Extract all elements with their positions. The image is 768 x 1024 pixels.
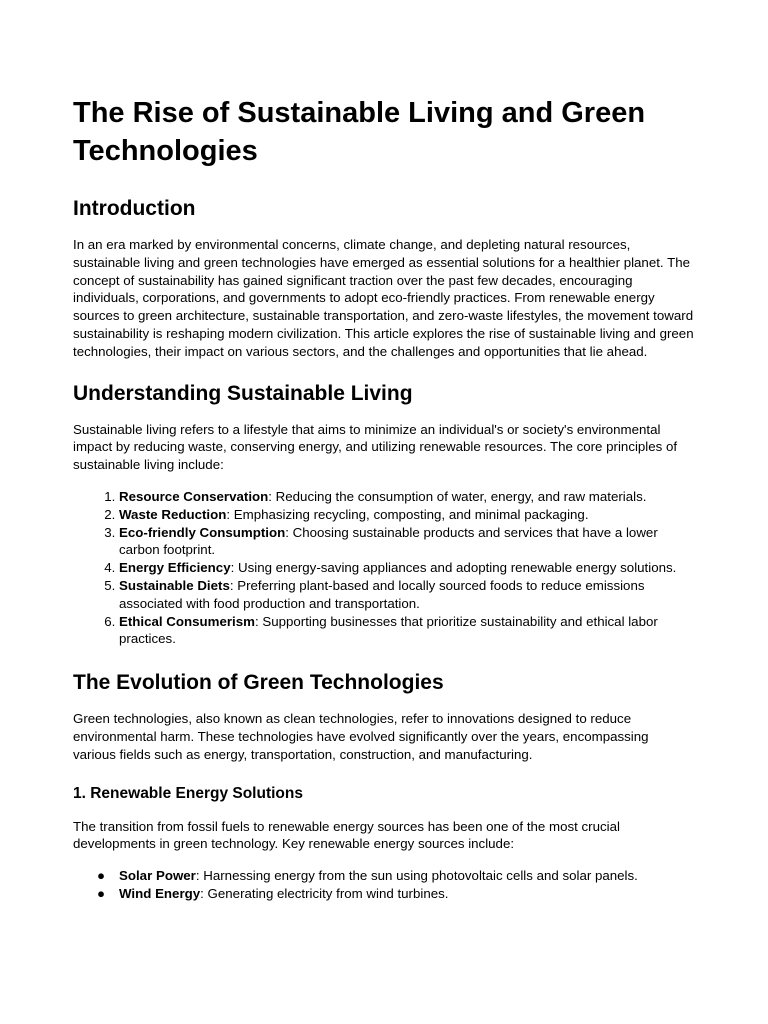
list-item-term: Solar Power [119,868,196,884]
list-item [119,506,695,524]
list-item [119,524,695,560]
list-item-desc: : Supporting businesses that prioritize sustainability and ethical labor practices. [119,613,658,647]
list-item-desc: : Reducing the consumption of water, energy, and raw materials. [268,488,647,504]
list-item-term: Sustainable Diets [119,577,230,593]
list-item-desc: : Generating electricity from wind turbines. [200,885,449,901]
list-item-term: Eco-friendly Consumption [119,524,286,540]
list-item [119,613,695,649]
list-item-term: Waste Reduction [119,506,227,522]
bullet-icon: ● [97,868,106,884]
list-item [97,885,695,903]
list-item [119,577,695,613]
list-item [97,867,695,885]
list-item-term: Energy Efficiency [119,560,231,576]
list-item-desc: : Preferring plant-based and locally sourced foods to reduce emissions associated with food production and transportation. [119,577,645,611]
list-item [119,488,695,506]
renewable-energy-paragraph: The transition from fossil fuels to renewable energy sources has been one of the most crucial developments in green technology. Key renewable energy sources include: [73,818,620,852]
introduction-paragraph: In an era marked by environmental concerns, climate change, and depleting natural resources, sustainable living and green technologies have emerged as essential solutions for a healthier planet. The concept of sustainability has gained significant traction over the past few decades, encouraging individuals, corporations, and governments to adopt eco-friendly practices. From renewable energy sources to green architecture, sustainable transportation, and zero-waste lifestyles, the movement toward sustainability is reshaping modern civilization. This article explores the rise of sustainable living and green technologies, their impact on various sectors, and the challenges and opportunities that lie ahead. [73,237,694,359]
heading-introduction: Introduction [73,197,196,220]
energy-sources-list [73,867,695,903]
subheading-renewable-energy: 1. Renewable Energy Solutions [73,784,303,802]
evolution-paragraph: Green technologies, also known as clean technologies, refer to innovations designed to reduce environmental harm. These technologies have evolved significantly over the years, encompassing various fields such as energy, transportation, construction, and manufacturing. [73,711,649,762]
list-item-desc: : Using energy-saving appliances and adopting renewable energy solutions. [230,560,677,576]
list-item-term: Wind Energy [119,885,201,901]
document-title: The Rise of Sustainable Living and Green Technologies [73,97,646,167]
list-item-term: Ethical Consumerism [119,613,255,629]
list-item-desc: : Choosing sustainable products and services that have a lower carbon footprint. [119,524,658,558]
heading-evolution: The Evolution of Green Technologies [73,671,444,695]
understanding-paragraph: Sustainable living refers to a lifestyle that aims to minimize an individual's or society's environmental impact by reducing waste, conserving energy, and utilizing renewable resources. The core principles of sustainable living include: [73,421,678,473]
principles-list [73,488,695,648]
list-item [119,559,695,577]
heading-understanding: Understanding Sustainable Living [73,381,413,405]
bullet-icon: ● [97,885,106,901]
list-item-desc: : Harnessing energy from the sun using photovoltaic cells and solar panels. [195,868,638,884]
list-item-desc: : Emphasizing recycling, composting, and minimal packaging. [226,506,589,522]
list-item-term: Resource Conservation [119,488,269,504]
